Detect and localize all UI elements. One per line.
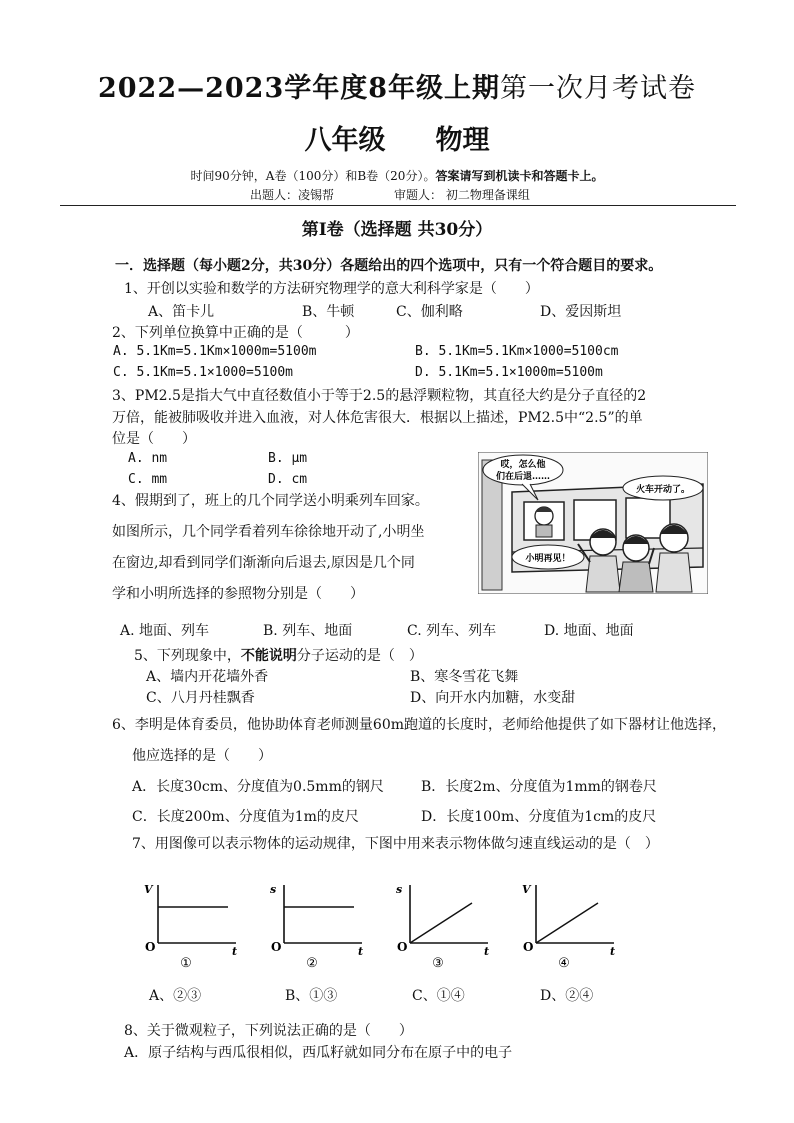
q6-option-d: D．长度100m、分度值为1cm的皮尺 <box>421 809 657 825</box>
q3-stem-line3: 位是（ ） <box>112 431 196 447</box>
q2-option-a: A. 5.1Km=5.1Km×1000m=5100m <box>113 344 317 359</box>
q2-option-b: B. 5.1Km=5.1Km×1000=5100cm <box>415 344 619 359</box>
q3-option-c: C. mm <box>128 472 168 487</box>
q6-stem-line1: 6、李明是体育委员，他协助体育老师测量60m跑道的长度时，老师给他提供了如下器材让他选择， <box>112 717 726 733</box>
q2-stem: 2、下列单位换算中正确的是（ ） <box>112 325 359 341</box>
q7-stem: 7、用图像可以表示物体的运动规律，下图中用来表示物体做匀速直线运动的是（ ） <box>132 836 659 852</box>
graph-3-number: ③ <box>432 956 444 971</box>
exam-time-note: 时间90分钟，A卷（100分）和B卷（20分）。答案请写到机读卡和答题卡上。 <box>190 169 604 183</box>
q7-option-b: B、①③ <box>285 988 338 1004</box>
q2-option-d: D. 5.1Km=5.1×1000m=5100m <box>415 365 603 380</box>
graph-4-number: ④ <box>558 956 570 971</box>
exam-title-suffix: 第一次月考试卷 <box>500 73 697 104</box>
graph-3 <box>396 883 489 971</box>
q7-motion-graphs <box>130 875 630 975</box>
q4-stem-line1: 4、假期到了，班上的几个同学送小明乘列车回家。 <box>112 493 429 509</box>
q1-option-b: B、牛顿 <box>302 304 355 320</box>
q4-option-c: C. 列车、列车 <box>407 623 497 639</box>
q3-stem-line1: 3、PM2.5是指大气中直径数值小于等于2.5的悬浮颗粒物，其直径大约是分子直径的2 <box>112 388 647 404</box>
header-divider <box>60 205 736 206</box>
q4-option-d: D. 地面、地面 <box>544 623 634 639</box>
graph-2-ylabel: s <box>270 883 277 896</box>
bubble3: 小明再见！ <box>525 554 571 564</box>
graph-2-xlabel: t <box>358 945 364 958</box>
q6-stem-line2: 他应选择的是（ ） <box>132 748 272 764</box>
subject-label: 物理 <box>435 125 490 156</box>
q6-option-a: A．长度30cm、分度值为0.5mm的钢尺 <box>132 779 384 795</box>
section-title: 第Ⅰ卷（选择题 共30分） <box>301 220 493 240</box>
q5-option-a: A、墙内开花墙外香 <box>146 669 269 685</box>
graph-3-ylabel: s <box>396 883 403 896</box>
q5-stem: 5、下列现象中，不能说明分子运动的是（ ） <box>134 648 423 664</box>
bubble1-line1: 哎，怎么他 <box>500 460 546 470</box>
q4-option-a: A. 地面、列车 <box>120 623 210 639</box>
reviewer: 审题人： 初二物理备课组 <box>394 188 530 202</box>
q4-stem-line3: 在窗边,却看到同学们渐渐向后退去,原因是几个同 <box>112 555 415 571</box>
q5-option-d: D、向开水内加糖，水变甜 <box>410 690 576 706</box>
q4-option-b: B. 列车、地面 <box>263 623 353 639</box>
q8-option-a: A．原子结构与西瓜很相似，西瓜籽就如同分布在原子中的电子 <box>124 1045 513 1061</box>
graph-3-line <box>410 903 472 943</box>
q5-option-c: C、八月丹桂飘香 <box>146 690 255 706</box>
graph-4-line <box>536 903 598 943</box>
grade-subject <box>0 118 794 157</box>
answer-note: 答案请写到机读卡和答题卡上。 <box>435 169 604 183</box>
q7-option-d: D、②④ <box>540 988 594 1004</box>
q5-option-b: B、寒冬雪花飞舞 <box>410 669 519 685</box>
graph-4 <box>522 883 615 971</box>
q3-option-a: A. nm <box>128 451 168 466</box>
graph-1-ylabel: V <box>144 883 153 896</box>
graph-4-ylabel: V <box>522 883 531 896</box>
graph-1 <box>144 883 237 971</box>
graph-3-origin: O <box>397 940 408 954</box>
q4-stem-line4: 学和小明所选择的参照物分别是（ ） <box>112 586 364 602</box>
q1-stem: 1、开创以实验和数学的方法研究物理学的意大利科学家是（ ） <box>124 281 539 297</box>
q3-option-b: B. μm <box>268 451 308 466</box>
q3-option-d: D. cm <box>268 472 308 487</box>
graph-4-xlabel: t <box>610 945 616 958</box>
graph-3-xlabel: t <box>484 945 490 958</box>
q4-stem-line2: 如图所示，几个同学看着列车徐徐地开动了,小明坐 <box>112 524 425 540</box>
q7-option-c: C、①④ <box>412 988 465 1004</box>
q1-option-d: D、爱因斯坦 <box>540 304 622 320</box>
setter: 出题人：凌锡帮 <box>250 188 335 202</box>
q6-option-b: B．长度2m、分度值为1mm的钢卷尺 <box>421 779 657 795</box>
graph-2 <box>270 883 363 971</box>
graph-1-number: ① <box>180 956 192 971</box>
graph-1-xlabel: t <box>232 945 238 958</box>
bubble2: 火车开动了。 <box>635 485 691 495</box>
part1-title: 一．选择题（每小题2分，共30分）各题给出的四个选项中，只有一个符合题目的要求。 <box>115 258 663 274</box>
graph-4-origin: O <box>523 940 534 954</box>
exam-title: 2022—2023学年度8年级上期第一次月考试卷 <box>97 73 697 104</box>
q7-option-a: A、②③ <box>149 988 202 1004</box>
grade-label: 八年级 <box>304 125 386 156</box>
train-illustration <box>478 452 708 594</box>
graph-2-origin: O <box>271 940 282 954</box>
q6-option-c: C．长度200m、分度值为1m的皮尺 <box>132 809 359 825</box>
q5-stem-emphasis: 不能说明 <box>240 648 297 664</box>
q8-stem: 8、关于微观粒子，下列说法正确的是（ ） <box>124 1023 413 1039</box>
q1-option-c: C、伽利略 <box>396 304 463 320</box>
graph-2-number: ② <box>306 956 318 971</box>
q3-stem-line2: 万倍，能被肺吸收并进入血液，对人体危害很大．根据以上描述，PM2.5中“2.5”的单 <box>112 410 643 426</box>
q2-option-c: C. 5.1Km=5.1×1000=5100m <box>113 365 294 380</box>
graph-1-origin: O <box>145 940 156 954</box>
q1-option-a: A、笛卡儿 <box>148 304 215 320</box>
exam-staff <box>250 186 530 203</box>
bubble1-line2: 们在后退…… <box>495 472 551 482</box>
